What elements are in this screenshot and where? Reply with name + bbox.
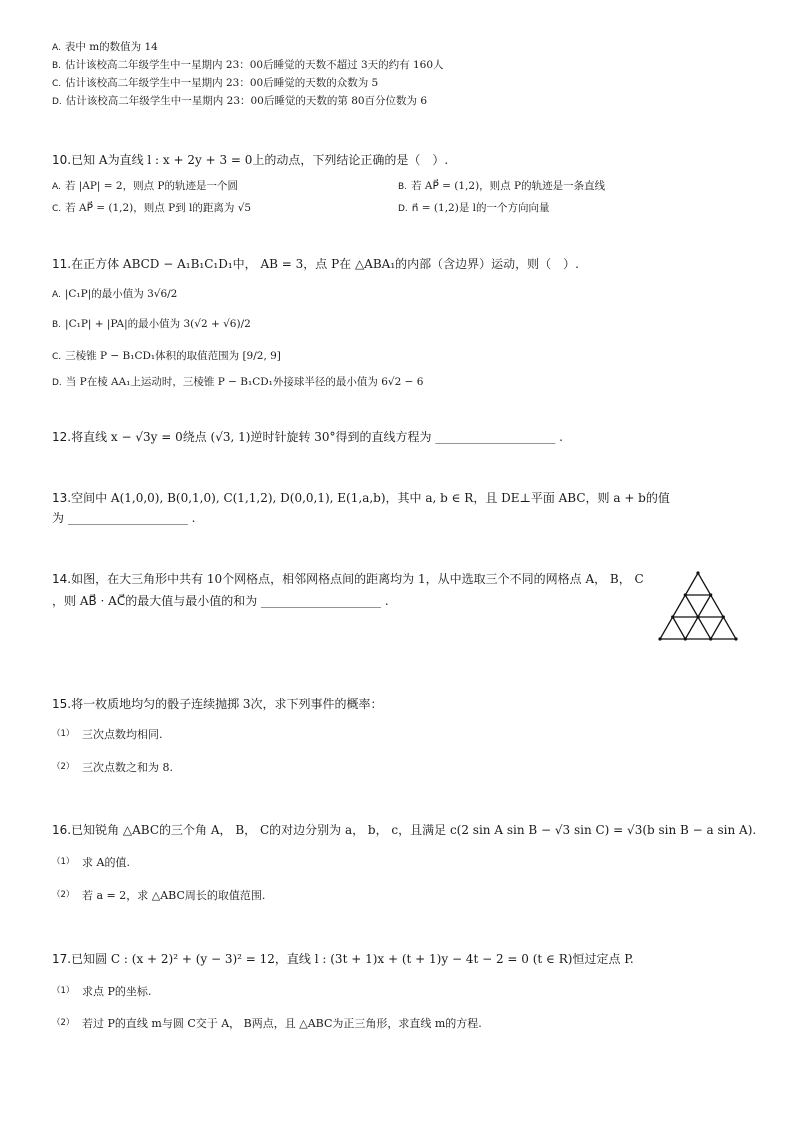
q17-part-1: （1） 求点 P的坐标. xyxy=(52,985,152,998)
q17-stem: 17.已知圆 C : (x + 2)² + (y − 3)² = 12，直线 l : (3t + 1)x + (t + 1)y − 4t − 2 = 0 (t ∈ R)恒过定点 P. xyxy=(52,952,634,966)
q9-option-a: A. 表中 m的数值为 14 xyxy=(52,41,158,53)
q12-stem: 12.将直线 x − √3y = 0绕点 (√3, 1)逆时针旋转 30°得到的直线方程为 ____________________ . xyxy=(52,430,563,444)
q11-stem: 11.在正方体 ABCD − A₁B₁C₁D₁中， AB = 3，点 P在 △ABA₁的内部（含边界）运动，则（ ）. xyxy=(52,257,579,271)
triangle-grid-lines xyxy=(660,573,736,639)
q11-option-b: B. |C₁P| + |PA|的最小值为 3(√2 + √6)/2 xyxy=(52,318,251,330)
q9-option-b: B. 估计该校高二年级学生中一星期内 23：00后睡觉的天数不超过 3天的约有 160人 xyxy=(52,59,444,71)
q10-option-c: C. 若 AP⃗ = (1,2)，则点 P到 l的距离为 √5 xyxy=(52,202,252,214)
q11-option-d: D. 当 P在棱 AA₁上运动时，三棱锥 P − B₁CD₁外接球半径的最小值为 6√2 − 6 xyxy=(52,376,424,388)
q17-part-2: （2） 若过 P的直线 m与圆 C交于 A， B两点，且 △ABC为正三角形，求直线 m的方程. xyxy=(52,1017,482,1030)
q16-part-2: （2） 若 a = 2，求 △ABC周长的取值范围. xyxy=(52,889,266,902)
q9-option-d: D. 估计该校高二年级学生中一星期内 23：00后睡觉的天数的第 80百分位数为 6 xyxy=(52,95,428,107)
q10-stem: 10.已知 A为直线 l : x + 2y + 3 = 0上的动点，下列结论正确的是（ ）. xyxy=(52,153,449,167)
q10-option-a: A. 若 |AP| = 2，则点 P的轨迹是一个圆 xyxy=(52,180,238,192)
q16-part-1: （1） 求 A的值. xyxy=(52,856,130,869)
triangle-grid-figure xyxy=(656,571,740,643)
q10-option-d: D. n⃗ = (1,2)是 l的一个方向向量 xyxy=(398,202,550,214)
q9-option-c: C. 估计该校高二年级学生中一星期内 23：00后睡觉的天数的众数为 5 xyxy=(52,77,379,89)
q14-stem-continued: ，则 AB⃗ · AC⃗的最大值与最小值的和为 ____________________ . xyxy=(52,594,389,608)
q15-stem: 15.将一枚质地均匀的骰子连续抛掷 3次，求下列事件的概率： xyxy=(52,697,383,711)
q11-option-c: C. 三棱锥 P − B₁CD₁体积的取值范围为 [9/2, 9] xyxy=(52,350,281,362)
q15-part-2: （2） 三次点数之和为 8. xyxy=(52,761,173,774)
q13-stem-continued: 为 ____________________ . xyxy=(52,511,196,525)
q10-option-b: B. 若 AP⃗ = (1,2)，则点 P的轨迹是一条直线 xyxy=(398,180,606,192)
q15-part-1: （1） 三次点数均相同. xyxy=(52,728,163,741)
q14-stem: 14.如图，在大三角形中共有 10个网格点，相邻网格点间的距离均为 1，从中选取三个不同的网格点 A， B， C xyxy=(52,572,644,586)
grid-points xyxy=(658,571,737,640)
q16-stem: 16.已知锐角 △ABC的三个角 A， B， C的对边分别为 a， b， c，且满足 c(2 sin A sin B − √3 sin C) = √3(b sin B − a sin A). xyxy=(52,823,757,837)
q11-option-a: A. |C₁P|的最小值为 3√6/2 xyxy=(52,288,178,300)
q13-stem: 13.空间中 A(1,0,0), B(0,1,0), C(1,1,2), D(0,0,1), E(1,a,b)，其中 a, b ∈ R，且 DE⊥平面 ABC，则 a + b的值 xyxy=(52,491,670,505)
